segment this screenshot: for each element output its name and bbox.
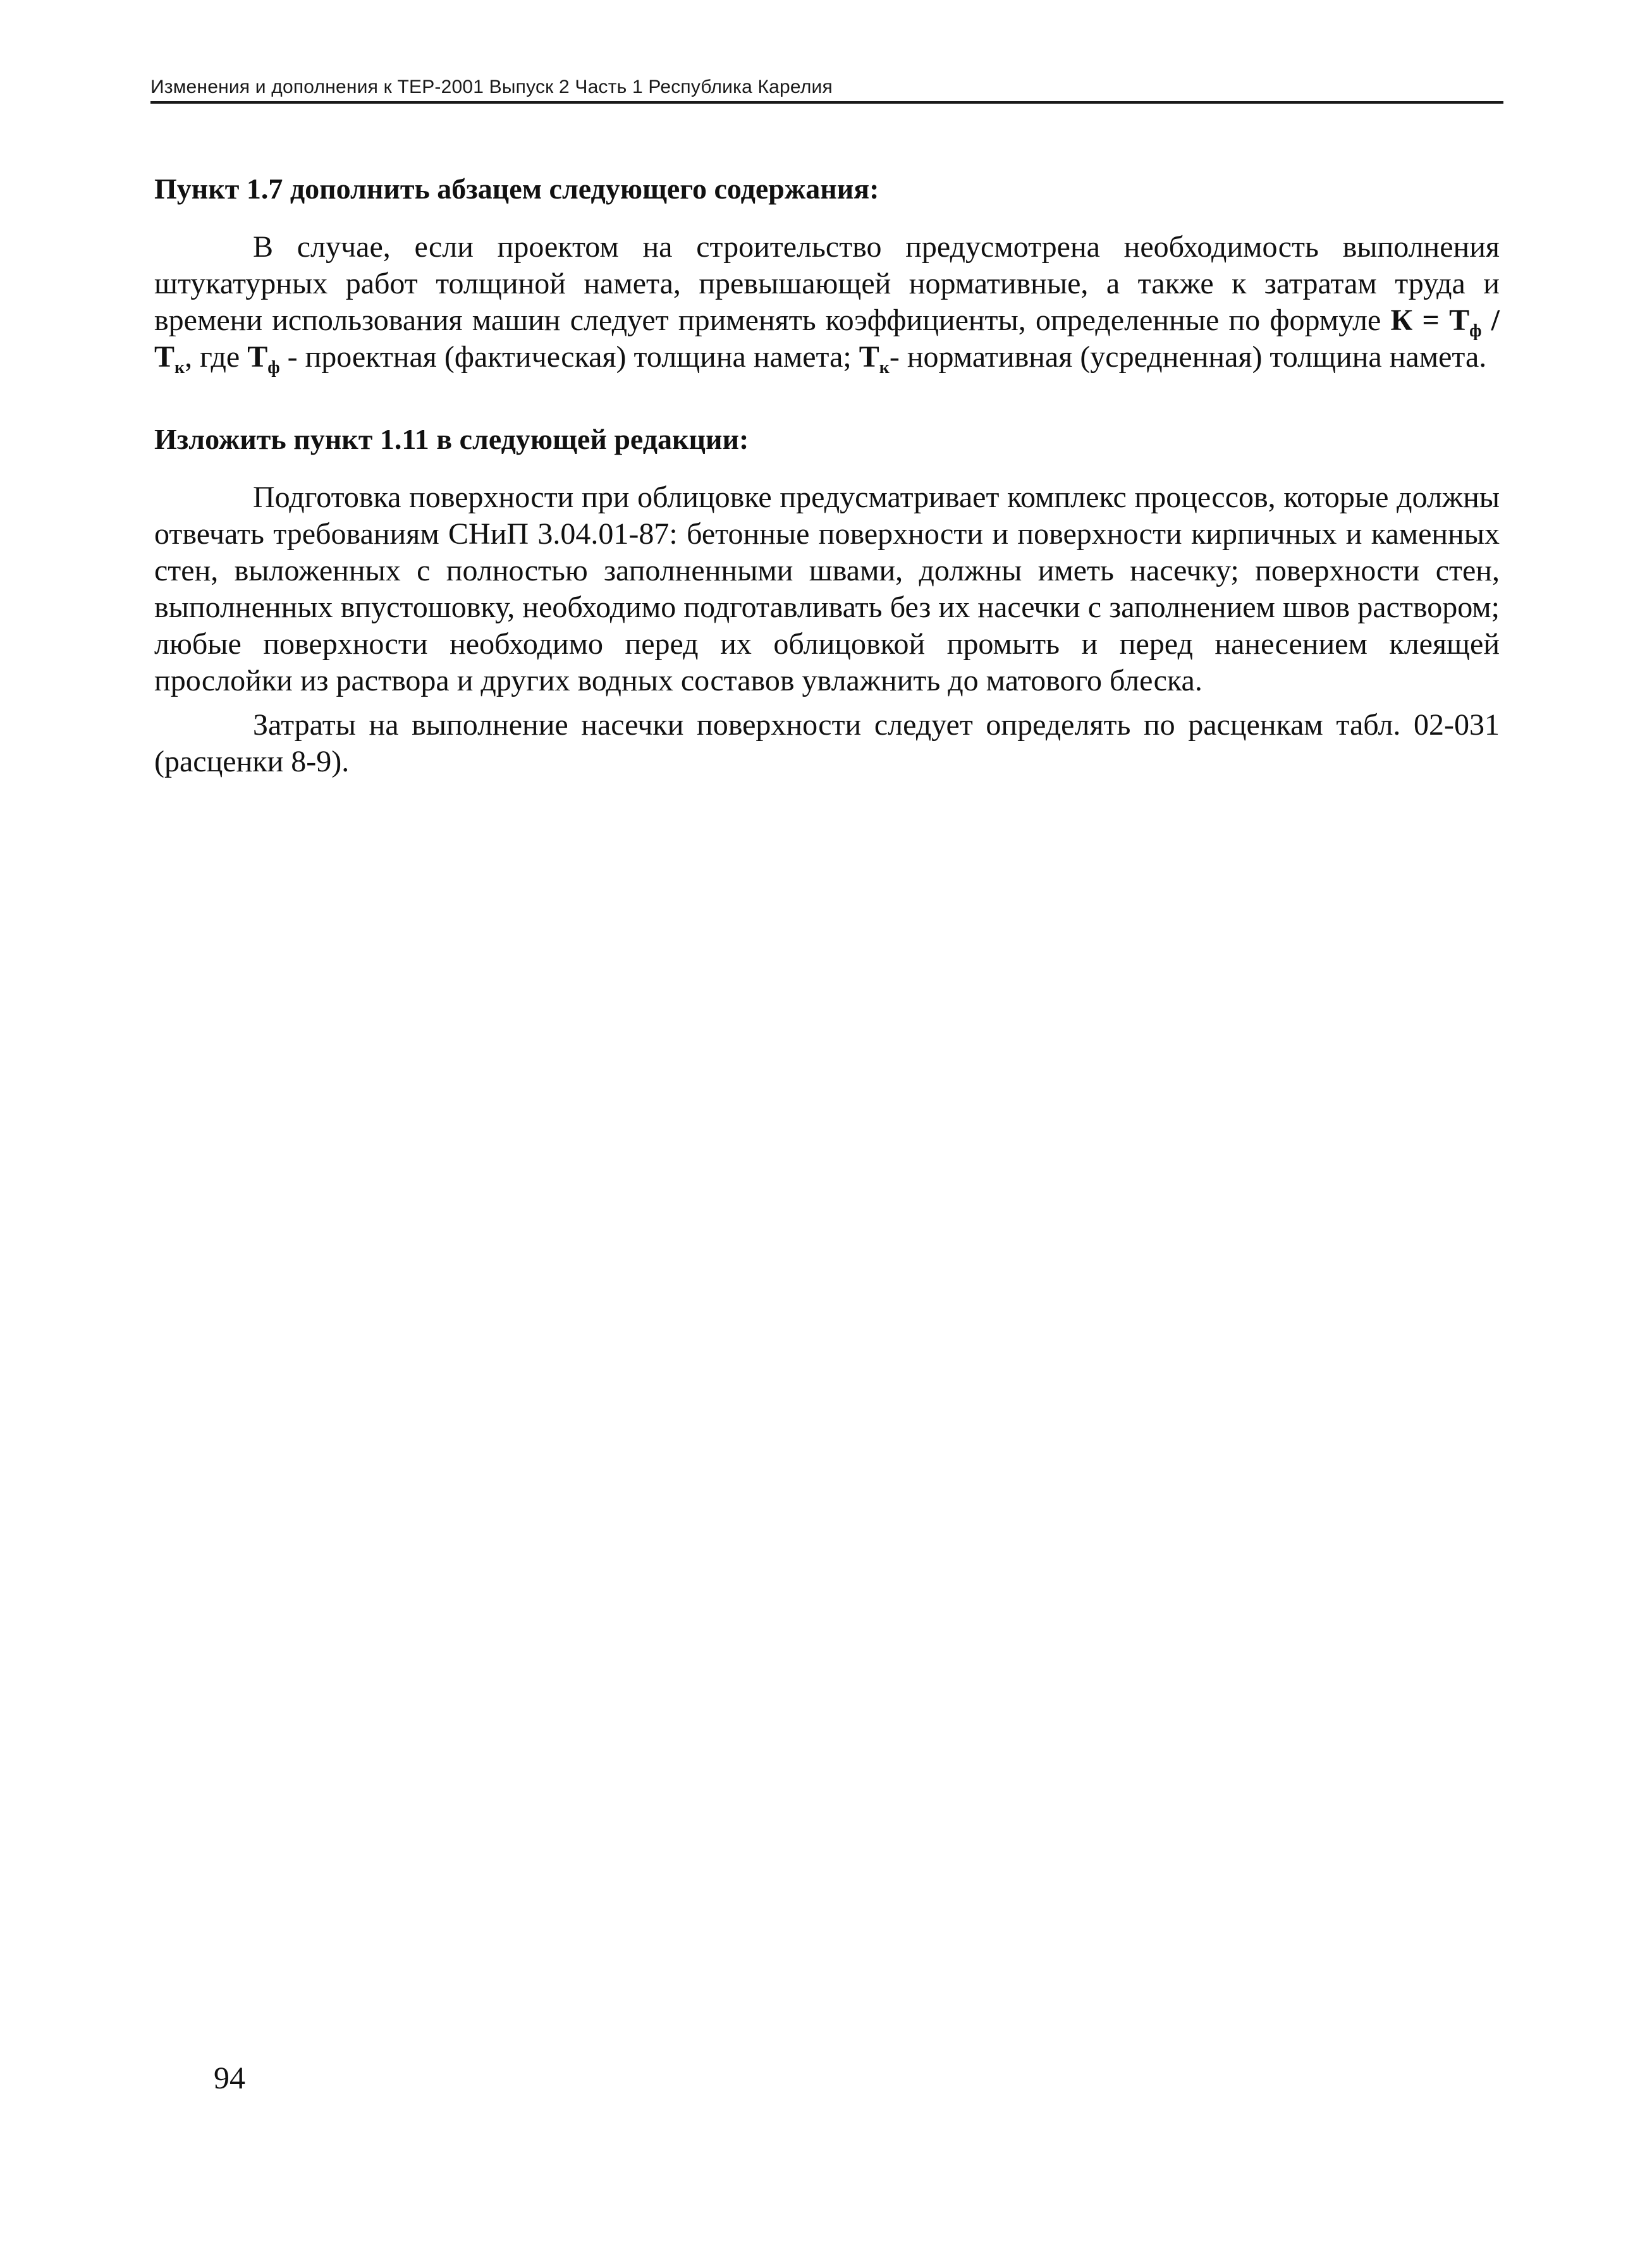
formula-t-actual: Т xyxy=(1449,303,1470,337)
section-2-paragraph-1: Подготовка поверхности при облицовке предусматривает комплекс процессов, которые должны отвечать требованиям СНиП 3.04.01-87: бетонные поверхности и поверхности кирпичных и каменных стен, выложенных с полностью заполненными швами, должны иметь насечку; поверхности стен, выполненных впустошовку, необходимо подготавливать без их насечки с заполнением швов раствором; любые поверхности необходимо перед их облицовкой промыть и перед нанесением клеящей прослойки из раствора и других водных составов увлажнить до матового блеска. xyxy=(154,481,1500,697)
tf-definition: - проектная (фактическая) толщина намета; xyxy=(279,340,859,374)
formula-equals: = xyxy=(1412,303,1450,337)
page-number: 94 xyxy=(214,2060,245,2095)
formula-t-normative-subscript: к xyxy=(174,358,185,377)
tf-symbol xyxy=(247,340,280,377)
tk-letter: Т xyxy=(859,340,879,374)
section-1-paragraph-text: В случае, если проектом на строительство предусмотрена необходимость выполнения штукатурных работ толщиной намета, превышающей нормативные, а также к затратам труда и времени использования машин следует применять коэффициенты, определенные по формуле xyxy=(154,230,1500,337)
formula-t-actual-subscript: ф xyxy=(1469,321,1482,341)
section-1-heading: Пункт 1.7 дополнить абзацем следующего содержания: xyxy=(154,173,879,205)
formula-lhs: К xyxy=(1390,303,1413,337)
header-rule xyxy=(150,101,1503,104)
where-text: , где xyxy=(185,340,248,374)
tf-subscript: ф xyxy=(267,358,280,377)
formula-t-normative: Т xyxy=(154,340,175,374)
tf-letter: Т xyxy=(247,340,268,374)
section-2-paragraph-2: Затраты на выполнение насечки поверхности следует определять по расценкам табл. 02-031 (расценки 8-9). xyxy=(154,708,1500,778)
section-2-heading: Изложить пункт 1.11 в следующей редакции: xyxy=(154,423,749,455)
running-header: Изменения и дополнения к ТЕР-2001 Выпуск 2 Часть 1 Республика Карелия xyxy=(150,77,833,97)
tk-subscript: к xyxy=(879,358,890,377)
tk-symbol xyxy=(859,340,890,377)
document-body xyxy=(154,171,1500,780)
formula-slash: / xyxy=(1481,303,1500,337)
section-1-paragraph xyxy=(154,229,1500,376)
tk-definition: - нормативная (усредненная) толщина намета. xyxy=(889,340,1487,374)
